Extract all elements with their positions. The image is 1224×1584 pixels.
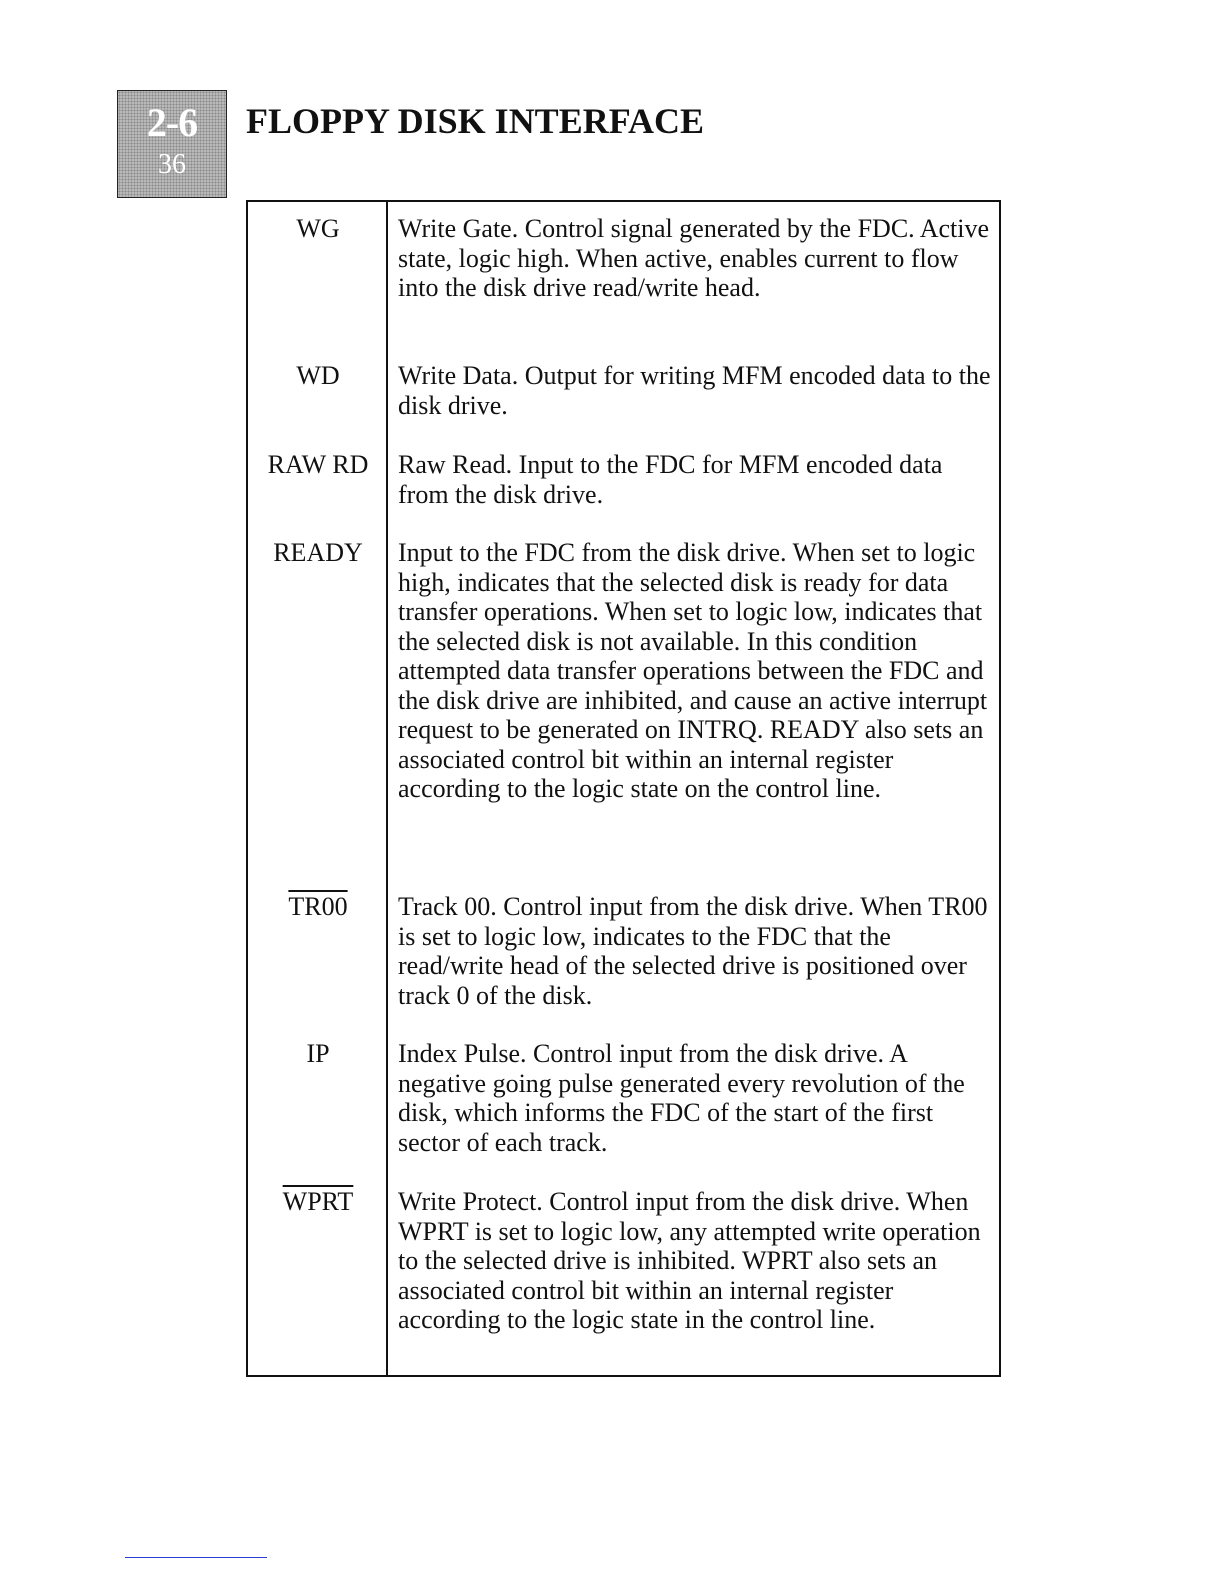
signal-description: Input to the FDC from the disk drive. When set to logic high, indicates that the selected disk is ready for data transfer operations. When set to logic low, indicates that the selected disk is not available. In this condition attempted data transfer operations between the FDC and the disk drive are inhibited, and cause an active interrupt request to be generated on INTRQ. READY also sets an associated control bit within an internal register according to the logic state on the control line. [398, 538, 988, 803]
signal-description: Write Protect. Control input from the disk drive. When WPRT is set to logic low, any attempted write operation to the selected drive is inhibited. WPRT also sets an associated control bit within an internal register according to the logic state in the control line. [398, 1187, 981, 1334]
page-number: 36 [158, 149, 186, 180]
signal-description: Write Data. Output for writing MFM encoded data to the disk drive. [398, 361, 991, 420]
section-number: 2-6 [146, 100, 198, 145]
signal-name: WD [296, 361, 340, 390]
footer-rule [125, 1557, 267, 1558]
signal-name: TR00 [288, 892, 348, 921]
signal-table [246, 200, 1001, 1377]
signal-name: IP [306, 1039, 330, 1068]
signal-name: READY [273, 538, 363, 567]
signal-description: Index Pulse. Control input from the disk drive. A negative going pulse generated every revolution of the disk, which informs the FDC of the start of the first sector of each track. [398, 1039, 965, 1157]
signal-description: Raw Read. Input to the FDC for MFM encoded data from the disk drive. [398, 450, 943, 509]
signal-description: Write Gate. Control signal generated by the FDC. Active state, logic high. When active, enables current to flow into the disk drive read/write head. [398, 214, 990, 302]
signal-name: RAW RD [267, 450, 369, 479]
section-badge [117, 90, 227, 198]
signal-name: WPRT [282, 1187, 354, 1216]
signal-description: Track 00. Control input from the disk drive. When TR00 is set to logic low, indicates to the FDC that the read/write head of the selected drive is positioned over track 0 of the disk. [398, 892, 988, 1010]
page-title: FLOPPY DISK INTERFACE [246, 101, 705, 141]
signal-name: WG [296, 214, 340, 243]
